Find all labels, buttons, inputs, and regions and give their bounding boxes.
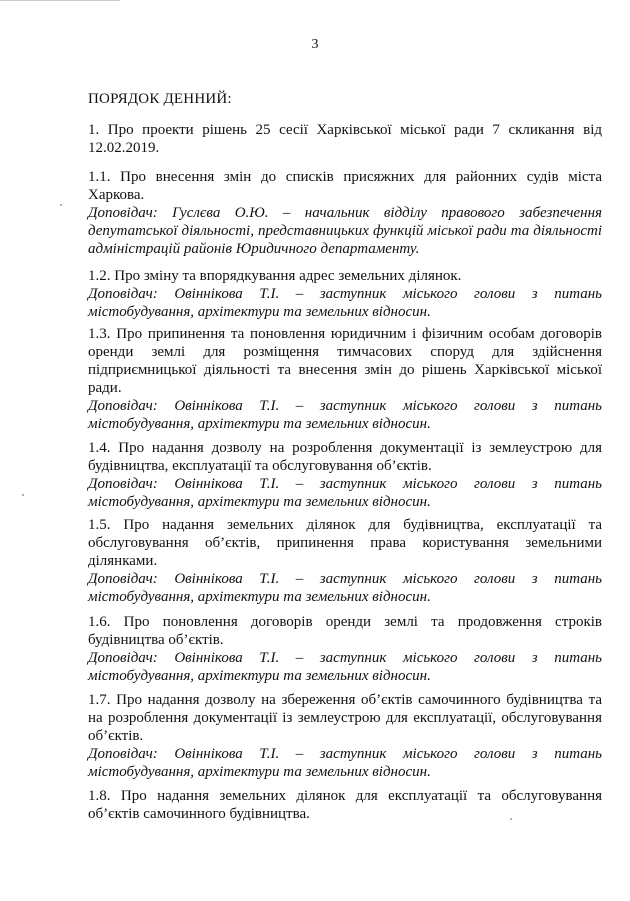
agenda-item-text: 1.8. Про надання земельних ділянок для експлуатації та обслуговування об’єктів самочинного будівництва. [88,788,602,822]
scan-artifact-dot [22,494,24,496]
agenda-item-reporter: Доповідач: Овіннікова Т.І. – заступник міського голови з питань містобудування, архітектури та земельних відносин. [88,746,602,780]
scan-artifact-line [0,0,120,1]
agenda-item-1-5 [88,516,602,606]
agenda-item-text: 1.7. Про надання дозволу на збереження об’єктів самочинного будівництва та на розроблення документації із землеустрою для експлуатації, обслуговування об’єктів. [88,692,602,744]
agenda-item-reporter: Доповідач: Овіннікова Т.І. – заступник міського голови з питань містобудування, архітектури та земельних відносин. [88,476,602,510]
agenda-item-1-4 [88,439,602,511]
agenda-item-1-7 [88,691,602,781]
agenda-item-1 [88,121,602,157]
page-number: 3 [311,37,319,52]
agenda-item-1-8 [88,787,602,823]
agenda-item-1-2 [88,267,602,321]
agenda-item-text: 1.3. Про припинення та поновлення юридичним і фізичним особам договорів оренди землі для розміщення тимчасових споруд для здійснення підприємницької діяльності та внесення змін до рішень Харківської міської ради. [88,326,602,396]
agenda-item-text: 1. Про проекти рішень 25 сесії Харківської міської ради 7 скликання від 12.02.2019. [88,122,602,156]
agenda-item-reporter: Доповідач: Овіннікова Т.І. – заступник міського голови з питань містобудування, архітектури та земельних відносин. [88,286,602,320]
agenda-item-text: 1.1. Про внесення змін до списків присяжних для районних судів міста Харкова. [88,169,602,203]
agenda-item-text: 1.5. Про надання земельних ділянок для будівництва, експлуатації та обслуговування об’єктів, припинення права користування земельними ділянками. [88,517,602,569]
agenda-item-text: 1.4. Про надання дозволу на розроблення документації із землеустрою для будівництва, експлуатації та обслуговування об’єктів. [88,440,602,474]
agenda-item-reporter: Доповідач: Гуслєва О.Ю. – начальник відділу правового забезпечення депутатської діяльності, представницьких функцій міської ради та діяльності адміністрацій районів Юридичного департаменту. [88,205,602,257]
agenda-item-text: 1.2. Про зміну та впорядкування адрес земельних ділянок. [88,268,462,284]
agenda-item-reporter: Доповідач: Овіннікова Т.І. – заступник міського голови з питань містобудування, архітектури та земельних відносин. [88,398,602,432]
agenda-item-text: 1.6. Про поновлення договорів оренди землі та продовження строків будівництва об’єктів. [88,614,602,648]
scan-artifact-dot [60,204,62,206]
agenda-heading: ПОРЯДОК ДЕННИЙ: [88,91,232,107]
agenda-item-reporter: Доповідач: Овіннікова Т.І. – заступник міського голови з питань містобудування, архітектури та земельних відносин. [88,571,602,605]
agenda-item-1-1 [88,168,602,258]
agenda-item-1-3 [88,325,602,433]
agenda-item-1-6 [88,613,602,685]
agenda-item-reporter: Доповідач: Овіннікова Т.І. – заступник міського голови з питань містобудування, архітектури та земельних відносин. [88,650,602,684]
